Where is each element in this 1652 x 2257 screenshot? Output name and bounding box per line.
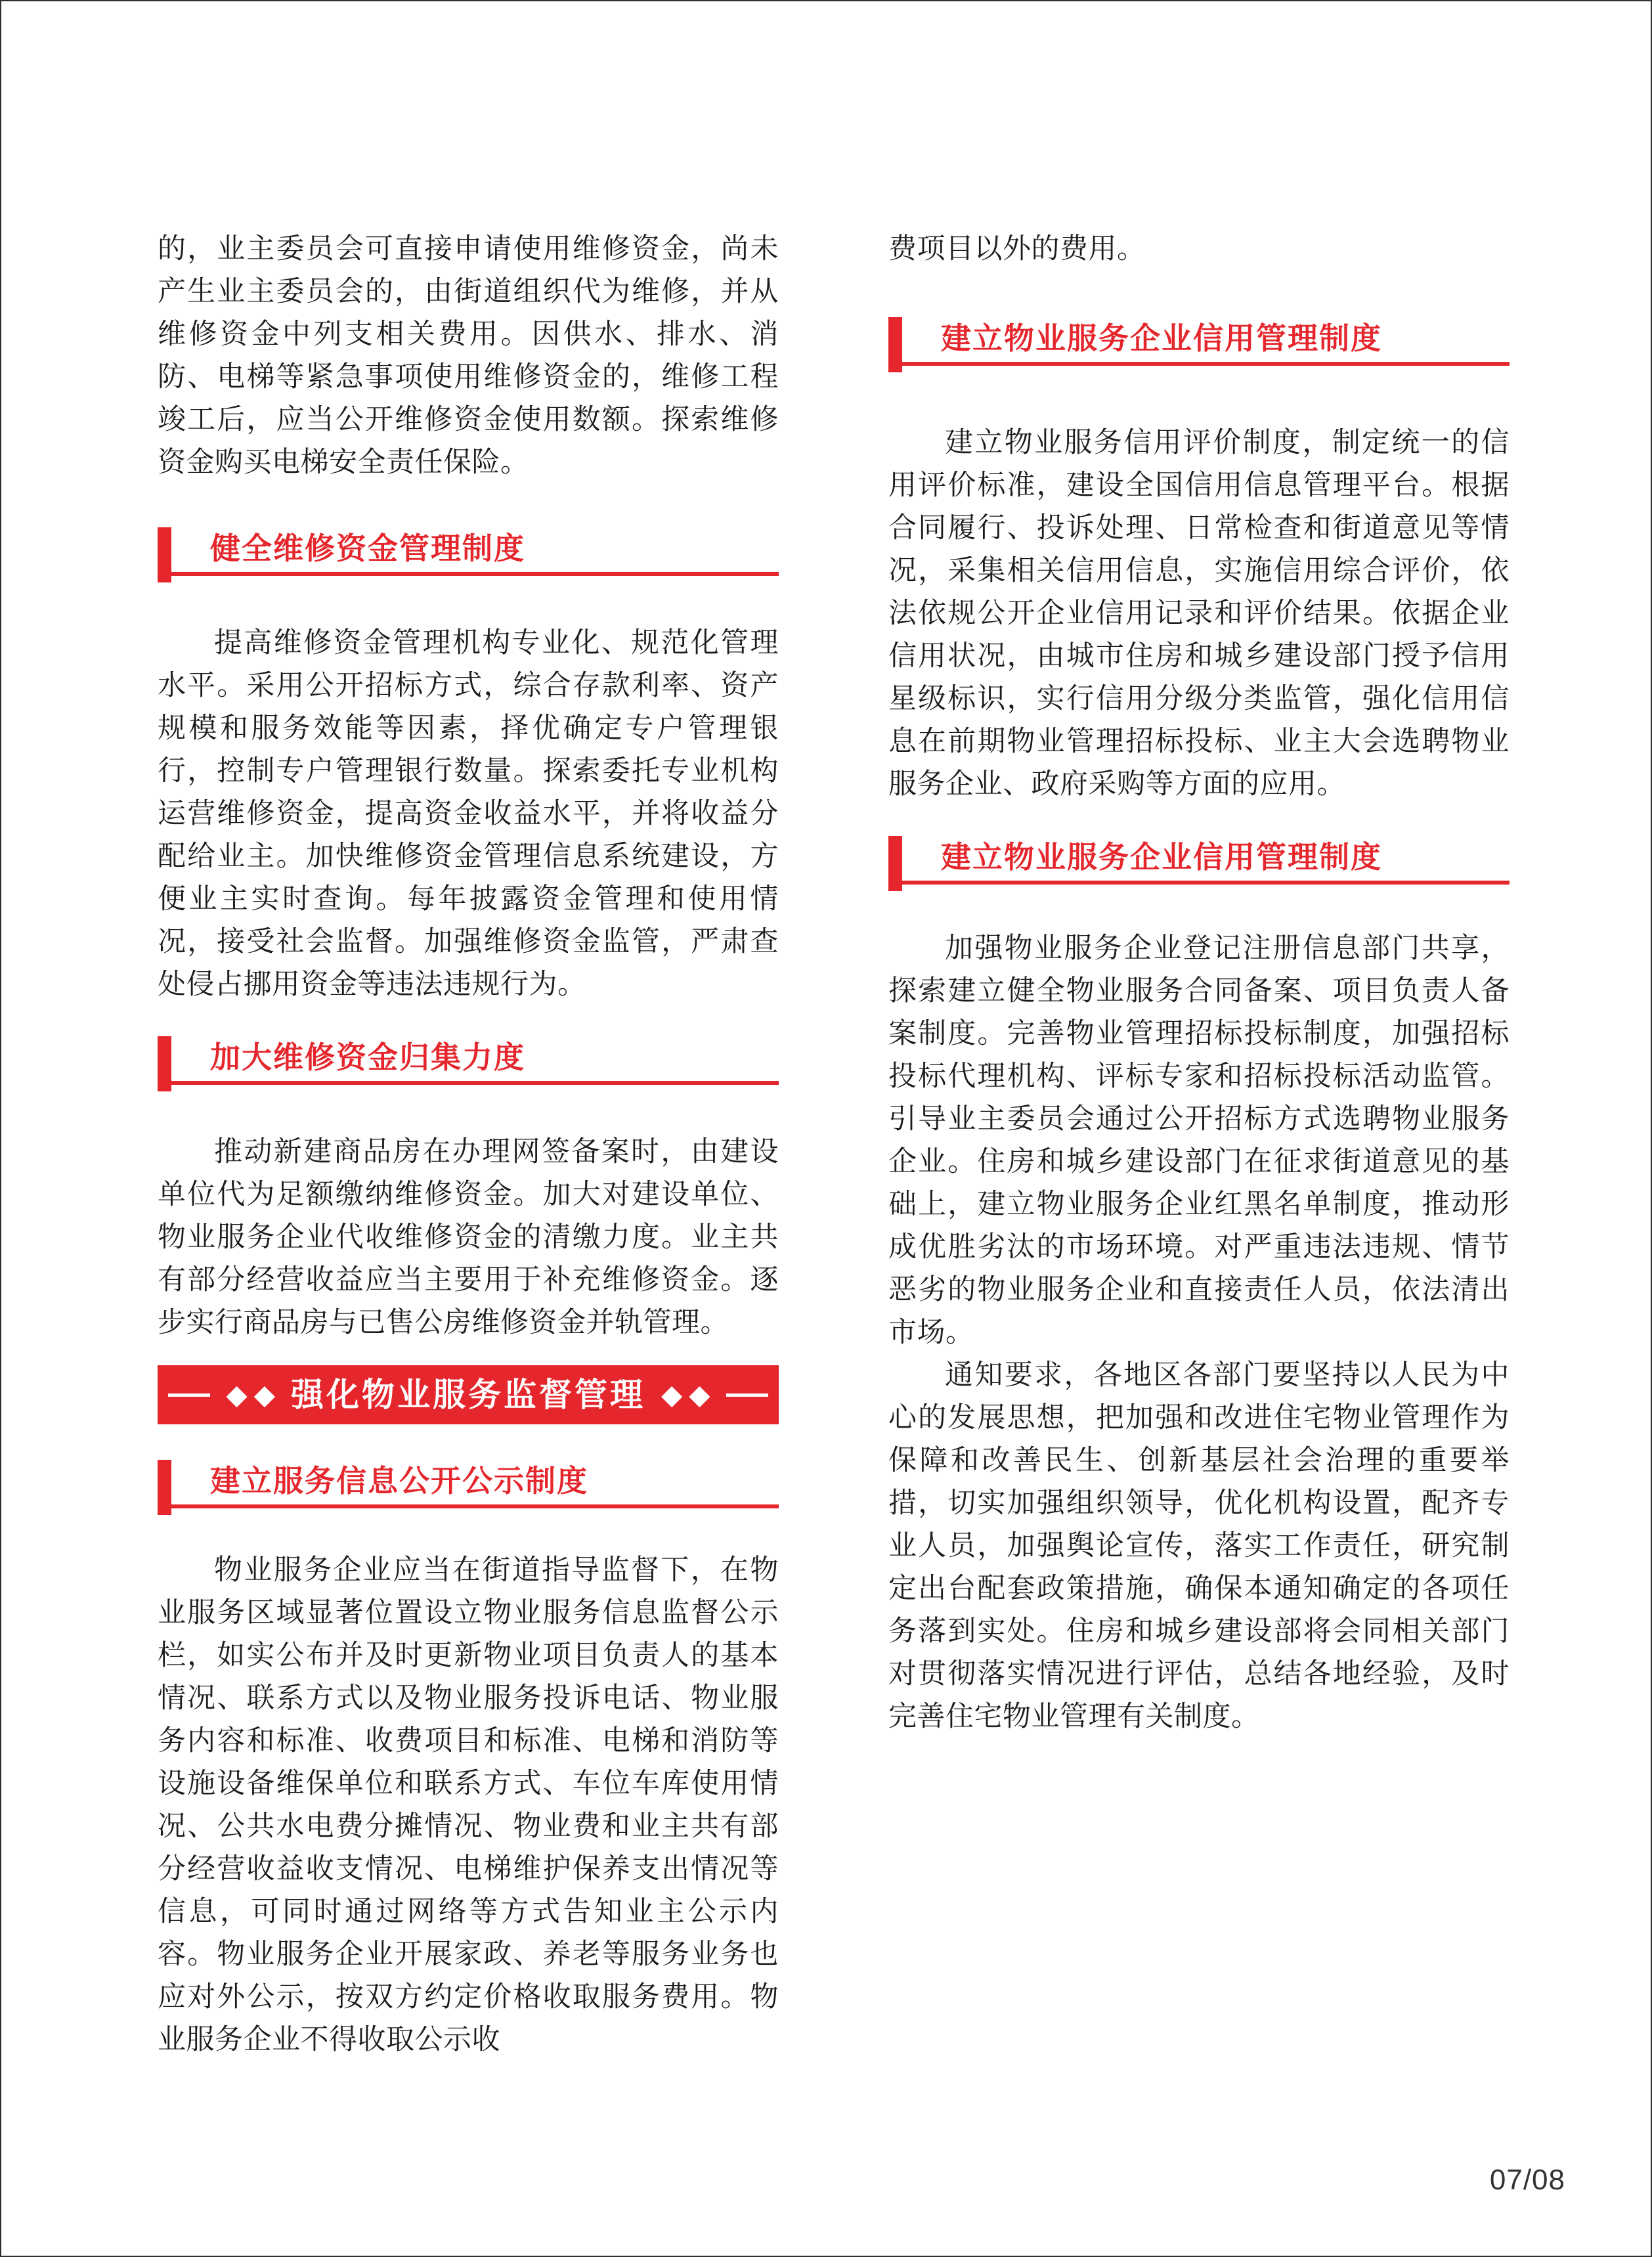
left-column xyxy=(158,228,779,2061)
red-bar-icon xyxy=(888,317,902,372)
diamond-icon: ◆◆ xyxy=(661,1378,717,1411)
body-paragraph: 提高维修资金管理机构专业化、规范化管理水平。采用公开招标方式，综合存款利率、资产规模和服务效能等因素，择优确定专户管理银行，控制专户管理银行数量。探索委托专业机构运营维修资金，提高资金收益水平，并将收益分配给业主。加快维修资金管理信息系统建设，方便业主实时查询。每年披露资金管理和使用情况，接受社会监督。加强维修资金监管，严肃查处侵占挪用资金等违法违规行为。 xyxy=(158,628,779,1000)
paragraph-continued-from-previous-page: 的，业主委员会可直接申请使用维修资金，尚未产生业主委员会的，由街道组织代为维修，并从维修资金中列支相关费用。因供水、排水、消防、电梯等紧急事项使用维修资金的，维修工程竣工后，应当公开维修资金使用数额。探索维修资金购买电梯安全责任保险。 xyxy=(158,234,779,478)
body-paragraph: 推动新建商品房在办理网签备案时，由建设单位代为足额缴纳维修资金。加大对建设单位、物业服务企业代收维修资金的清缴力度。业主共有部分经营收益应当主要用于补充维修资金。逐步实行商品房与已售公房维修资金并轨管理。 xyxy=(158,1137,779,1338)
banner-line-right xyxy=(726,1393,768,1397)
banner-line-left xyxy=(168,1393,210,1397)
red-bar-icon xyxy=(158,1036,171,1091)
page-content xyxy=(158,228,1510,2061)
section-title: 建立物业服务企业信用管理制度 xyxy=(941,840,1382,874)
section-header-service-info-disclosure xyxy=(158,1462,779,1508)
section-title: 建立物业服务企业信用管理制度 xyxy=(941,321,1382,355)
red-bar-icon xyxy=(158,527,171,582)
diamond-icon: ◆◆ xyxy=(226,1378,282,1411)
chapter-banner xyxy=(158,1365,779,1424)
section-title: 加大维修资金归集力度 xyxy=(210,1040,525,1074)
section-header-credit-management-2 xyxy=(888,839,1510,885)
chapter-banner-title: 强化物业服务监督管理 xyxy=(291,1376,645,1413)
red-bar-icon xyxy=(158,1460,171,1515)
section-title: 建立服务信息公开公示制度 xyxy=(210,1464,588,1498)
body-paragraph: 物业服务企业应当在街道指导监督下，在物业服务区域显著位置设立物业服务信息监督公示栏，如实公布并及时更新物业项目负责人的基本情况、联系方式以及物业服务投诉电话、物业服务内容和标准、收费项目和标准、电梯和消防等设施设备维保单位和联系方式、车位车库使用情况、公共水电费分摊情况、物业费和业主共有部分经营收益收支情况、电梯维护保养支出情况等信息，可同时通过网络等方式告知业主公示内容。物业服务企业开展家政、养老等服务业务也应对外公示，按双方约定价格收取服务费用。物业服务企业不得收取公示收 xyxy=(158,1555,779,2055)
section-header-repair-fund-collection xyxy=(158,1039,779,1085)
section-title: 健全维修资金管理制度 xyxy=(210,531,525,565)
section-header-repair-fund-management xyxy=(158,530,779,576)
paragraph-continued-from-left-column: 费项目以外的费用。 xyxy=(888,234,1146,265)
body-paragraph: 通知要求，各地区各部门要坚持以人民为中心的发展思想，把加强和改进住宅物业管理作为保障和改善民生、创新基层社会治理的重要举措，切实加强组织领导，优化机构设置，配齐专业人员，加强舆论宣传，落实工作责任，研究制定出台配套政策措施，确保本通知确定的各项任务落到实处。住房和城乡建设部将会同相关部门对贯彻落实情况进行评估，总结各地经验，及时完善住宅物业管理有关制度。 xyxy=(888,1360,1510,1732)
body-paragraph: 加强物业服务企业登记注册信息部门共享，探索建立健全物业服务合同备案、项目负责人备案制度。完善物业管理招标投标制度，加强招标投标代理机构、评标专家和招标投标活动监管。引导业主委员会通过公开招标方式选聘物业服务企业。住房和城乡建设部门在征求街道意见的基础上，建立物业服务企业红黑名单制度，推动形成优胜劣汰的市场环境。对严重违法违规、情节恶劣的物业服务企业和直接责任人员，依法清出市场。 xyxy=(888,933,1510,1348)
right-column xyxy=(888,228,1510,2061)
section-header-credit-management xyxy=(888,320,1510,366)
page-number: 07/08 xyxy=(1489,2164,1565,2196)
body-paragraph: 建立物业服务信用评价制度，制定统一的信用评价标准，建设全国信用信息管理平台。根据合同履行、投诉处理、日常检查和街道意见等情况，采集相关信用信息，实施信用综合评价，依法依规公开企业信用记录和评价结果。依据企业信用状况，由城市住房和城乡建设部门授予信用星级标识，实行信用分级分类监管，强化信用信息在前期物业管理招标投标、业主大会选聘物业服务企业、政府采购等方面的应用。 xyxy=(888,427,1510,800)
red-bar-icon xyxy=(888,836,902,891)
